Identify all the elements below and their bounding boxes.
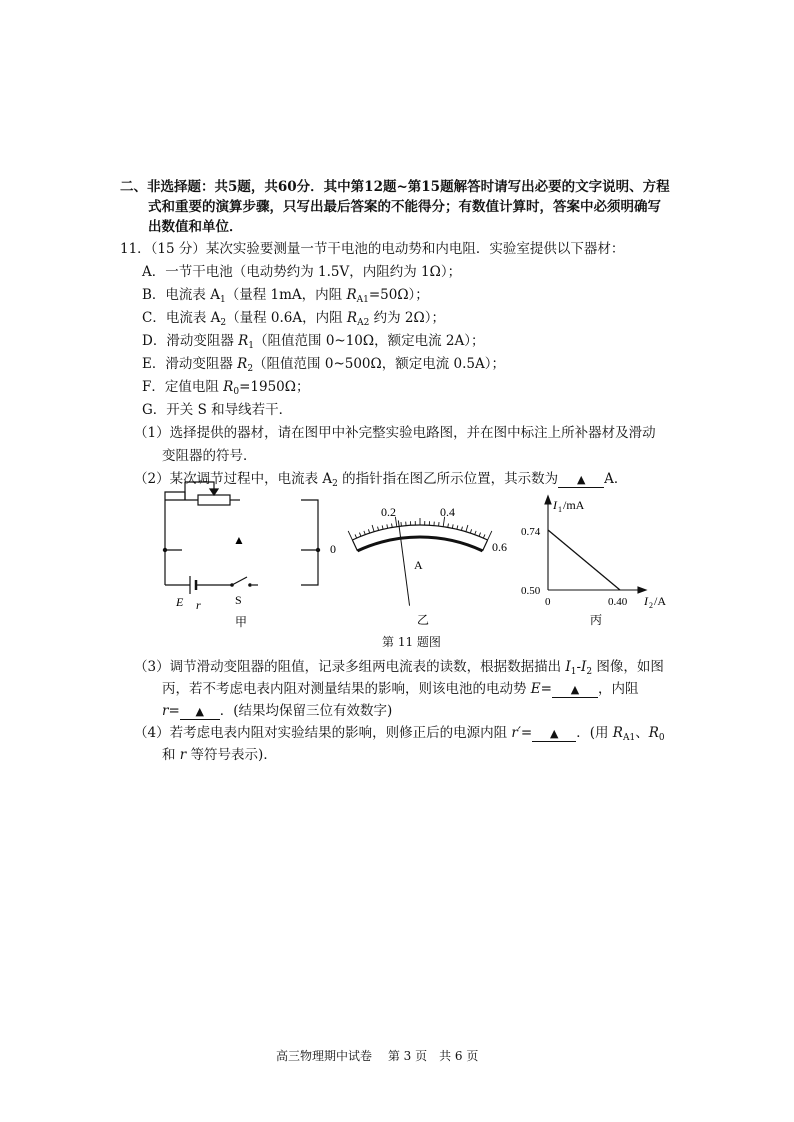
dial-unit: A [414,558,423,572]
part4-line2: 和 r 等符号表示)． [162,747,277,763]
circuit-node-right [316,548,320,552]
dial-tick-mark [372,525,374,532]
dial-edge-right [483,540,488,551]
rheostat-body [198,495,230,505]
dial-tick-mark [452,524,453,528]
part3-line3: r= ▲ ．(结果均保留三位有效数字) [162,703,393,719]
option-c: C．电流表 $A_2$（量程 0.6A，内阻 $R_{A2}$ 约为 2Ω）； [142,310,445,328]
figure-title: 第 11 题图 [382,635,441,649]
option-d: D．滑动变阻器 $R_1$（阻值范围 0~10Ω，额定电流 2A）； [142,333,485,351]
option-g: G．开关 S 和导线若干． [142,402,293,418]
option-a: A．一节干电池（电动势约为 1.5V，内阻约为 1Ω）； [142,264,462,280]
label-E: E [176,595,184,609]
rheostat-slider [185,482,214,492]
dial-tick-mark [348,531,352,540]
answer-blank-corrected-r[interactable]: ▲ [532,727,576,742]
label-r: r [196,598,201,612]
dial-tick-mark [475,531,476,535]
dial-edge-left [352,540,357,551]
dial-tick-mark [355,534,357,538]
part2: （2）某次调节过程中，电流表 $A_2$ 的指针指在图乙所示位置，其示数为 ▲ A． [134,471,628,489]
label-S: S [235,593,242,607]
dial-tick-mark [359,533,360,537]
dial-tick-mark [479,533,480,537]
x-tick-0: 0 [545,596,551,608]
caption-bing: 丙 [590,613,603,627]
dial-tick-mark [461,527,462,531]
missing-part-marker: ▲ [233,533,245,547]
part3-line1: （3）调节滑动变阻器的阻值，记录多组两电流表的读数，根据数据描出 $I_1-I_2$ 图像，如图 [134,659,664,677]
x-axis-arrow [638,587,646,593]
caption-yi: 乙 [417,613,430,627]
caption-jia: 甲 [235,615,248,629]
y-tick-bottom: 0.50 [521,585,541,597]
dial-tick-mark [457,525,458,529]
figure-area [0,480,794,640]
ylabel-unit: /mA [563,498,585,512]
circuit-node-left [163,548,167,552]
dial-tick-mark [364,531,365,535]
part1-line1: （1）选择提供的器材，请在图甲中补完整实验电路图，并在图中标注上所补器材及滑动 [134,425,656,441]
answer-blank-part2[interactable]: ▲ [558,473,604,488]
dial-tick-mark [368,529,369,533]
xlabel-I: I [644,594,648,608]
dial-tick-mark [470,529,471,533]
option-f: F．定值电阻 $R_0=1950\Omega$； [142,379,310,397]
switch-contact-left [230,583,234,587]
dial-tick-0.4: 0.4 [440,505,455,519]
dial-tick-mark [466,525,468,532]
dial-tick-mark [483,534,485,538]
dial-tick-mark [387,524,388,528]
ylabel-sub: 1 [558,505,562,514]
y-axis-arrow [545,496,551,504]
option-b: B．电流表 $A_1$（量程 1mA，内阻 $R_{A1}=50\Omega$）； [142,287,429,305]
switch-blade [232,577,247,585]
option-e: E．滑动变阻器 $R_2$（阻值范围 0~500Ω，额定电流 0.5A）； [142,356,505,374]
part4-line1: （4）若考虑电表内阻对实验结果的影响，则修正后的电源内阻 r′= ▲ ．(用 $R_{A1}$、$R_0$ [134,725,665,743]
page-footer: 高三物理期中试卷 第 3 页 共 6 页 [276,1049,479,1063]
part3-line2: 丙，若不考虑电表内阻对测量结果的影响，则该电池的电动势 E= ▲ ，内阻 [162,681,639,697]
dial-tick-0: 0 [330,542,336,556]
circuit-wire-top [165,492,185,500]
dial-tick-mark [382,525,383,529]
section-heading-line1: 二、非选择题：共5题，共60分．其中第12题~第15题解答时请写出必要的文字说明、方程 [120,179,670,195]
section-heading-line3: 出数值和单位． [148,219,243,235]
answer-blank-internal-r[interactable]: ▲ [180,705,220,720]
dial-needle [398,520,409,605]
dial-tick-0.2: 0.2 [381,505,396,519]
dial-inner-arc [357,537,482,551]
dial-tick-mark [392,523,393,527]
rheostat-arrow [210,489,218,495]
circuit-bracket-right [301,500,318,585]
y-tick-top: 0.74 [521,526,541,538]
ylabel-I: I [553,498,557,512]
xlabel-unit: /A [654,594,666,608]
graph-data-line [548,530,620,590]
xlabel-sub: 2 [649,601,653,610]
dial-tick-mark [488,531,492,540]
question-intro: 11．（15 分）某次实验要测量一节干电池的电动势和内电阻．实验室提供以下器材： [120,241,625,257]
part1-line2: 变阻器的符号． [162,448,257,464]
dial-tick-mark [448,523,449,527]
dial-tick-mark [378,527,379,531]
answer-blank-emf[interactable]: ▲ [552,683,598,698]
x-tick-end: 0.40 [608,596,628,608]
section-heading-line2: 式和重要的演算步骤，只写出最后答案的不能得分；有数值计算时，答案中必须明确写 [148,199,661,215]
switch-contact-right [248,583,252,587]
dial-tick-0.6: 0.6 [492,540,507,554]
